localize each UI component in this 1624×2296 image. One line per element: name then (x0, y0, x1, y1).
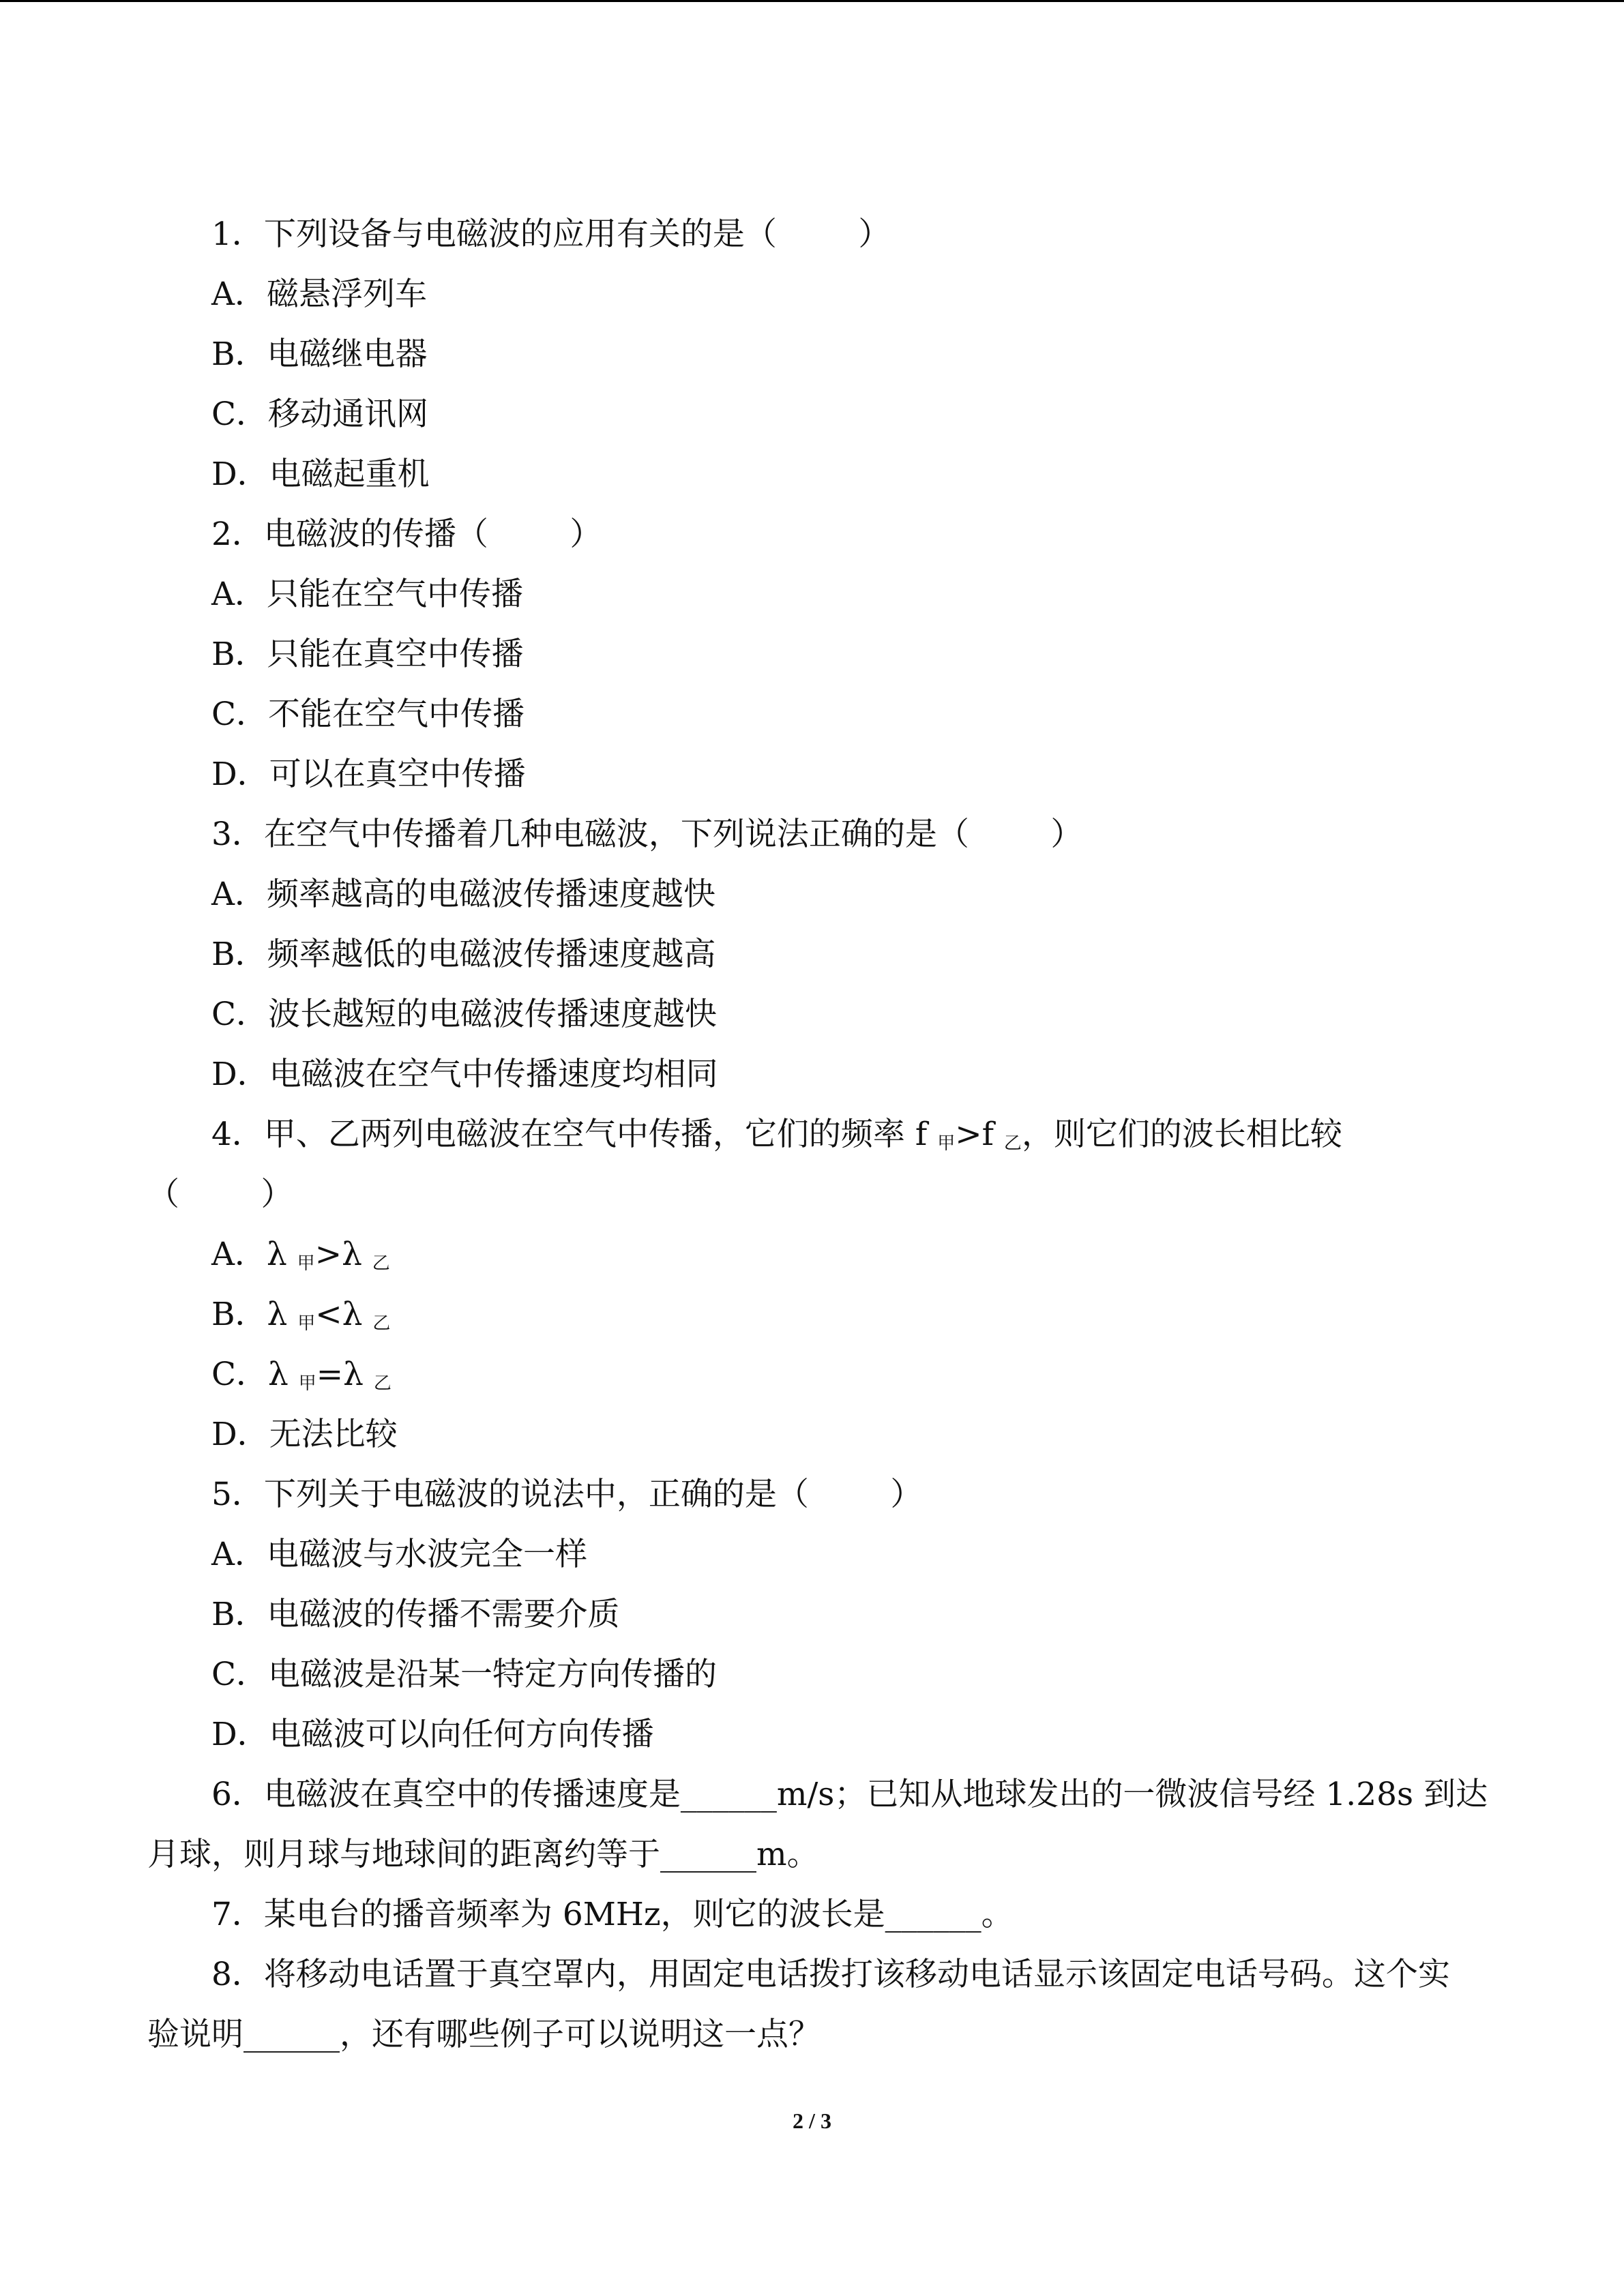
q4-b-subscript-jia: 甲 (297, 1313, 316, 1334)
question-2-option-a: A．只能在空气中传播 (211, 576, 523, 613)
q4-c-prefix: C．λ (211, 1356, 299, 1393)
question-8-line-2: 验说明______，还有哪些例子可以说明这一点？ (147, 2016, 821, 2053)
question-6-line-1: 6．电磁波在真空中的传播速度是______m/s；已知从地球发出的一微波信号经 1.28s 到达 (211, 1776, 1488, 1813)
q4-stem-part-b: >f (955, 1116, 1004, 1153)
q4-b-subscript-yi: 乙 (372, 1313, 391, 1334)
question-4-option-c (211, 1354, 392, 1395)
question-3-stem: 3．在空气中传播着几种电磁波，下列说法正确的是（ ） (211, 816, 1083, 853)
question-6-line-2: 月球，则月球与地球间的距离约等于______m。 (147, 1836, 819, 1873)
question-2-option-c: C．不能在空气中传播 (211, 696, 525, 733)
question-4-stem-continuation: （ ） (147, 1176, 293, 1213)
question-5-option-c: C．电磁波是沿某一特定方向传播的 (211, 1656, 717, 1693)
q4-stem-part-a: 4．甲、乙两列电磁波在空气中传播，它们的频率 f (211, 1116, 938, 1153)
q4-stem-subscript-jia: 甲 (937, 1133, 956, 1154)
question-1-option-d: D．电磁起重机 (211, 456, 430, 493)
question-1-option-a: A．磁悬浮列车 (211, 275, 427, 313)
page-number: 2 / 3 (793, 2108, 831, 2133)
question-5-option-d: D．电磁波可以向任何方向传播 (211, 1716, 654, 1753)
q4-a-mid: >λ (314, 1236, 372, 1273)
q4-c-subscript-yi: 乙 (373, 1373, 392, 1394)
question-3-option-a: A．频率越高的电磁波传播速度越快 (211, 876, 715, 913)
q4-a-prefix: A．λ (211, 1236, 297, 1273)
q4-stem-subscript-yi: 乙 (1003, 1133, 1022, 1154)
question-4-option-b (211, 1294, 390, 1335)
q4-c-mid: =λ (316, 1356, 374, 1393)
q4-b-mid: <λ (315, 1296, 373, 1333)
question-5-option-a: A．电磁波与水波完全一样 (211, 1536, 587, 1573)
question-1-option-c: C．移动通讯网 (211, 396, 428, 433)
question-8-line-1: 8．将移动电话置于真空罩内，用固定电话拨打该移动电话显示该固定电话号码。这个实 (211, 1956, 1450, 1993)
question-1-option-b: B．电磁继电器 (211, 336, 428, 373)
question-3-option-b: B．频率越低的电磁波传播速度越高 (211, 936, 716, 973)
q4-stem-part-c: ，则它们的波长相比较 (1021, 1116, 1342, 1153)
question-3-option-c: C．波长越短的电磁波传播速度越快 (211, 996, 717, 1033)
question-2-option-b: B．只能在真空中传播 (211, 636, 524, 673)
q4-a-subscript-jia: 甲 (297, 1253, 315, 1274)
question-5-option-b: B．电磁波的传播不需要介质 (211, 1596, 620, 1633)
question-4-option-d: D．无法比较 (211, 1416, 398, 1453)
question-4-stem (211, 1114, 1342, 1155)
question-1-stem: 1．下列设备与电磁波的应用有关的是（ ） (211, 215, 891, 253)
q4-a-subscript-yi: 乙 (372, 1253, 390, 1274)
question-4-option-a (211, 1234, 390, 1275)
question-5-stem: 5．下列关于电磁波的说法中，正确的是（ ） (211, 1476, 923, 1513)
question-2-option-d: D．可以在真空中传播 (211, 756, 526, 793)
question-2-stem: 2．电磁波的传播（ ） (211, 516, 602, 553)
question-7-line-1: 7．某电台的播音频率为 6MHz，则它的波长是______。 (211, 1896, 1014, 1933)
q4-b-prefix: B．λ (211, 1296, 298, 1333)
q4-c-subscript-jia: 甲 (298, 1373, 316, 1394)
question-3-option-d: D．电磁波在空气中传播速度均相同 (211, 1056, 718, 1093)
